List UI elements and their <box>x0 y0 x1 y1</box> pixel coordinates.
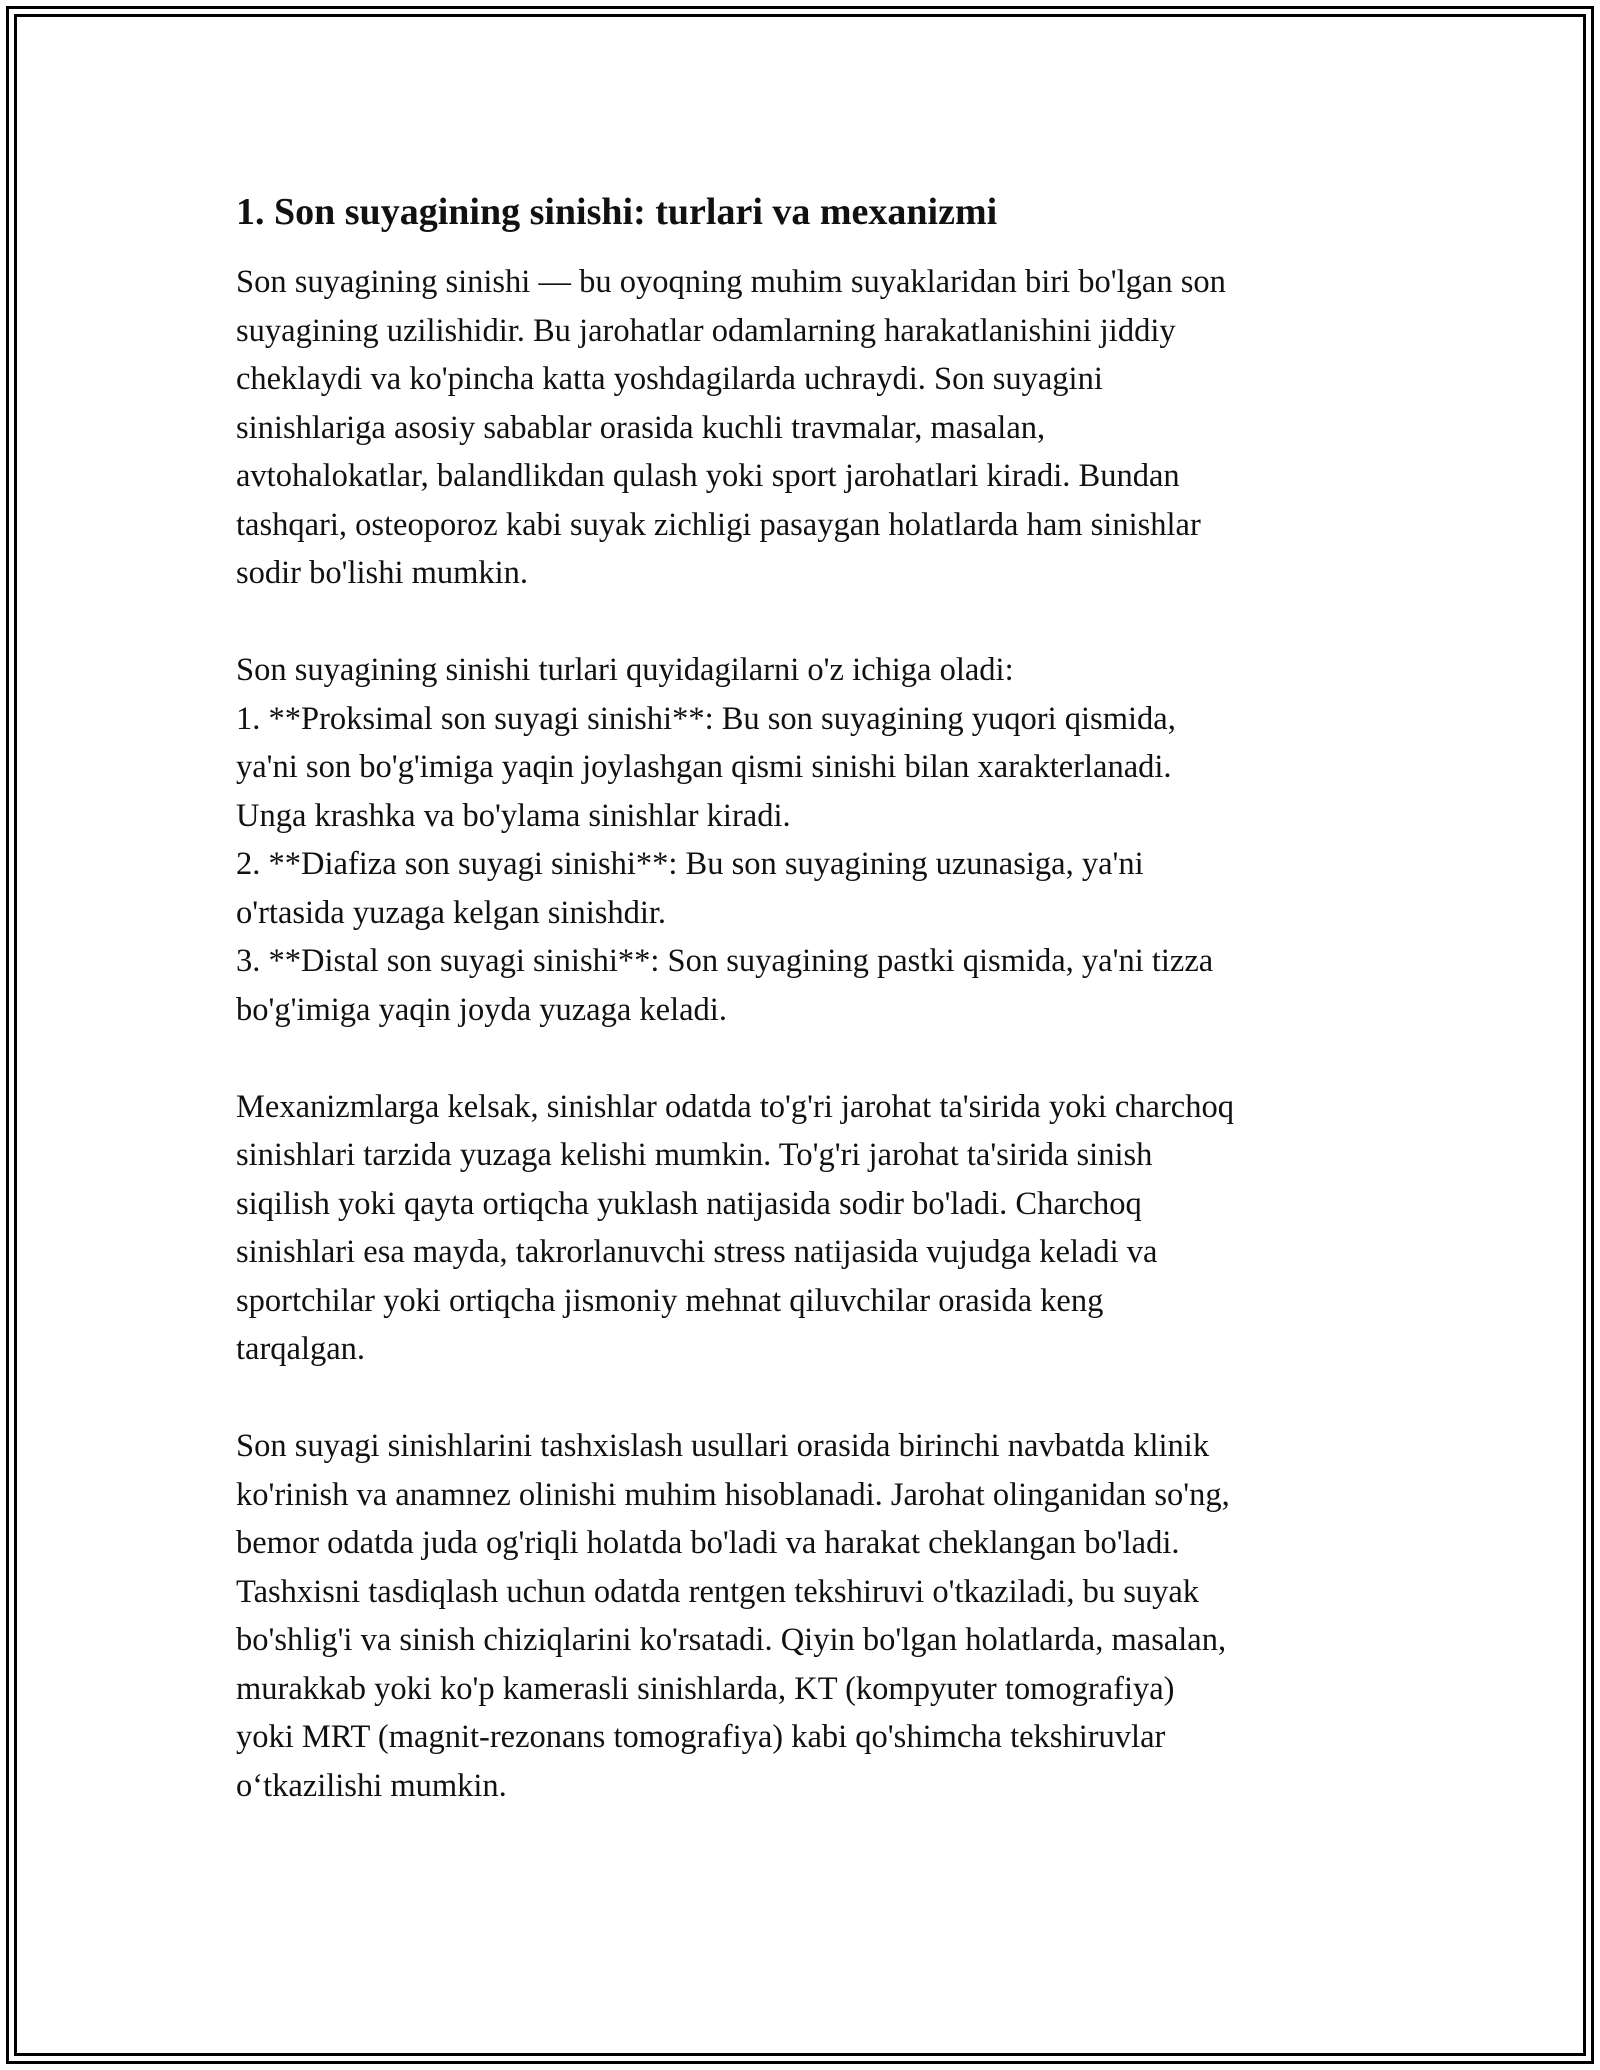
text-line: Tashxisni tasdiqlash uchun odatda rentgen tekshiruvi o'tkaziladi, bu suyak <box>236 1573 1200 1610</box>
text-line: ya'ni son bo'g'imiga yaqin joylashgan qismi sinishi bilan xarakterlanadi. <box>236 749 1172 785</box>
text-line: avtohalokatlar, balandlikdan qulash yoki sport jarohatlari kiradi. Bundan <box>236 458 1180 494</box>
text-line: Mexanizmlarga kelsak, sinishlar odatda to'g'ri jarohat ta'sirida yoki charchoq <box>236 1088 1234 1125</box>
text-line: ko'rinish va anamnez olinishi muhim hisoblanadi. Jarohat olinganidan so'ng, <box>236 1476 1230 1513</box>
section-title: 1. Son suyagining sinishi: turlari va mexanizmi <box>236 191 998 233</box>
text-line: Son suyagi sinishlarini tashxislash usullari orasida birinchi navbatda klinik <box>236 1428 1210 1464</box>
text-line: o'rtasida yuzaga kelgan sinishdir. <box>236 894 667 931</box>
document-body <box>236 188 1366 1859</box>
text-line: o‘tkazilishi mumkin. <box>236 1767 507 1804</box>
text-line: bemor odatda juda og'riqli holatda bo'ladi va harakat cheklangan bo'ladi. <box>236 1525 1180 1561</box>
text-line: bo'g'imiga yaqin joyda yuzaga keladi. <box>236 991 727 1028</box>
text-line: cheklaydi va ko'pincha katta yoshdagilarda uchraydi. Son suyagini <box>236 361 1103 397</box>
text-line: sinishlari esa mayda, takrorlanuvchi stress natijasida vujudga keladi va <box>236 1234 1158 1270</box>
text-line: sinishlariga asosiy sabablar orasida kuchli travmalar, masalan, <box>236 409 1046 446</box>
paragraph-intro <box>236 258 1366 598</box>
text-line: Son suyagining sinishi turlari quyidagilarni o'z ichiga oladi: <box>236 652 1014 688</box>
paragraph-fracture-types <box>236 646 1366 1034</box>
text-line: 3. **Distal son suyagi sinishi**: Son suyagining pastki qismida, ya'ni tizza <box>236 943 1214 979</box>
text-line: 2. **Diafiza son suyagi sinishi**: Bu son suyagining uzunasiga, ya'ni <box>236 846 1144 882</box>
text-line: 1. **Proksimal son suyagi sinishi**: Bu son suyagining yuqori qismida, <box>236 700 1176 737</box>
text-line: sinishlari tarzida yuzaga kelishi mumkin. To'g'ri jarohat ta'sirida sinish <box>236 1137 1153 1173</box>
text-line: tashqari, osteoporoz kabi suyak zichligi pasaygan holatlarda ham sinishlar <box>236 506 1201 543</box>
paragraph-diagnosis <box>236 1422 1366 1810</box>
text-line: bo'shlig'i va sinish chiziqlarini ko'rsatadi. Qiyin bo'lgan holatlarda, masalan, <box>236 1622 1227 1658</box>
text-line: Son suyagining sinishi — bu oyoqning muhim suyaklaridan biri bo'lgan son <box>236 264 1226 300</box>
text-line: Unga krashka va bo'ylama sinishlar kiradi. <box>236 797 791 834</box>
text-line: sportchilar yoki ortiqcha jismoniy mehnat qiluvchilar orasida keng <box>236 1282 1104 1319</box>
text-line: tarqalgan. <box>236 1331 366 1367</box>
text-line: sodir bo'lishi mumkin. <box>236 555 529 591</box>
text-line: yoki MRT (magnit-rezonans tomografiya) kabi qo'shimcha tekshiruvlar <box>236 1719 1166 1755</box>
text-line: siqilish yoki qayta ortiqcha yuklash natijasida sodir bo'ladi. Charchoq <box>236 1185 1142 1222</box>
text-line: murakkab yoki ko'p kamerasli sinishlarda, KT (kompyuter tomografiya) <box>236 1670 1175 1707</box>
paragraph-mechanisms <box>236 1083 1366 1374</box>
text-line: suyagining uzilishidir. Bu jarohatlar odamlarning harakatlanishini jiddiy <box>236 312 1176 349</box>
